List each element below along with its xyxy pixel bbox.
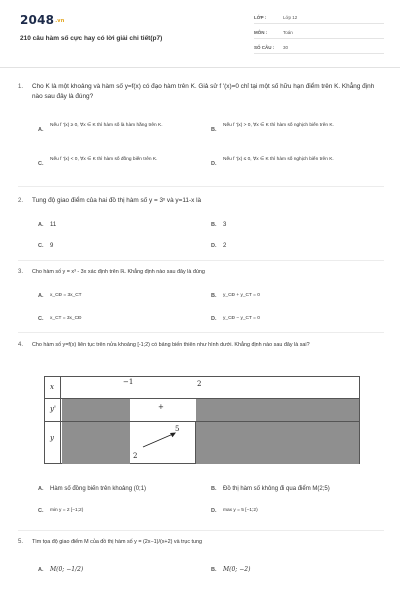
q3-option-a[interactable] xyxy=(38,292,188,301)
option-letter: D. xyxy=(211,316,217,322)
logo-text: 2048 xyxy=(20,13,55,27)
q1-option-d[interactable] xyxy=(211,156,381,176)
option-text: Nếu f '(x) < 0, ∀x ∈ K thì hàm số đồng biến trên K. xyxy=(50,157,158,162)
x-value: −1 xyxy=(123,378,134,386)
question-text: Tung độ giao điểm của hai đồ thị hàm số y = 3ˣ và y=11-x là xyxy=(32,197,202,204)
question-3 xyxy=(18,268,384,278)
option-letter: C. xyxy=(38,161,44,167)
meta-row-class xyxy=(254,13,384,24)
option-letter: A. xyxy=(38,486,44,492)
option-letter: C. xyxy=(38,243,44,249)
undefined-region xyxy=(196,422,359,464)
document-title: 210 câu hàm số cực hay có lời giải chi tiết(p7) xyxy=(20,35,163,42)
option-text: y_CĐ − y_CT = 0 xyxy=(223,316,260,321)
option-text: x_CT = 3x_CĐ xyxy=(50,316,82,321)
variation-table-row-x xyxy=(45,377,359,399)
option-letter: C. xyxy=(38,508,44,514)
variation-table xyxy=(44,376,360,464)
divider xyxy=(18,332,384,333)
option-letter: A. xyxy=(38,127,44,133)
q3-option-c[interactable] xyxy=(38,315,188,324)
option-letter: D. xyxy=(211,508,217,514)
q4-option-a[interactable] xyxy=(38,485,203,494)
option-text: M(0; −1/2) xyxy=(50,566,84,573)
row-label: x xyxy=(50,383,54,391)
option-letter: C. xyxy=(38,316,44,322)
increasing-arrow-icon xyxy=(140,428,180,450)
q2-option-b[interactable] xyxy=(211,221,361,230)
logo-domain: .vn xyxy=(55,17,65,24)
question-text: Cho K là một khoảng và hàm số y=f(x) có đạo hàm trên K. Giả sử f '(x)=0 chỉ tại một số hữu hạn điểm trên K. Khẳng định nào sau đây là đúng? xyxy=(32,83,375,100)
option-text: y_CĐ + y_CT = 0 xyxy=(223,293,260,298)
question-text: Cho hàm số y=f(x) liên tục trên nửa khoảng [-1;2) có bảng biến thiên như hình dưới. Khẳng định nào sau đây là sai? xyxy=(32,342,310,348)
option-text: Hàm số đồng biến trên khoảng (0;1) xyxy=(50,486,147,492)
option-text: Nếu f '(x) ≥ 0, ∀x ∈ K thì hàm số là hàm hằng trên K. xyxy=(50,123,163,128)
row-label: y xyxy=(50,434,54,442)
option-text: 2 xyxy=(223,243,227,249)
option-text: M(0; −2) xyxy=(223,566,251,573)
option-text: Nếu f '(x) ≤ 0, ∀x ∈ K thì hàm số nghịch biến trên K. xyxy=(223,157,334,162)
question-number: 1. xyxy=(18,84,24,90)
divider xyxy=(18,530,384,531)
option-letter: B. xyxy=(211,486,217,492)
q2-option-c[interactable] xyxy=(38,242,188,251)
question-number: 2. xyxy=(18,198,24,204)
meta-row-subject xyxy=(254,28,384,39)
option-letter: B. xyxy=(211,222,217,228)
q3-option-b[interactable] xyxy=(211,292,361,301)
option-text: max y = 5 [−1;2) xyxy=(223,508,258,513)
option-letter: D. xyxy=(211,243,217,249)
question-1 xyxy=(18,82,384,104)
variation-table-row-yprime xyxy=(45,399,359,422)
q2-option-a[interactable] xyxy=(38,221,188,230)
question-text: Tìm tọa độ giao điểm M của đồ thị hàm số y = (2x−1)/(x+2) và trục tung xyxy=(32,539,203,545)
row-label: y' xyxy=(50,405,56,413)
meta-row-count xyxy=(254,43,384,54)
question-number: 4. xyxy=(18,342,24,348)
undefined-region xyxy=(62,399,130,421)
question-text: Cho hàm số y = x³ - 3x xác định trên ℝ. Khẳng định nào sau đây là đúng xyxy=(32,269,205,275)
q4-option-d[interactable] xyxy=(211,507,361,519)
meta-label: SỐ CÂU : xyxy=(254,45,275,50)
q3-option-d[interactable] xyxy=(211,315,361,324)
meta-label: LỚP : xyxy=(254,15,267,20)
x-value: 2 xyxy=(197,380,202,388)
option-text: Đồ thị hàm số không đi qua điểm M(2;5) xyxy=(223,486,330,492)
question-4 xyxy=(18,341,384,361)
meta-value: 30 xyxy=(283,45,289,50)
option-text: 11 xyxy=(50,222,57,228)
y-min-value: 2 xyxy=(133,452,138,460)
option-text: 9 xyxy=(50,243,54,249)
option-letter: A. xyxy=(38,567,44,573)
question-2 xyxy=(18,196,384,206)
document-header xyxy=(0,0,400,68)
q2-option-d[interactable] xyxy=(211,242,361,251)
site-logo[interactable] xyxy=(20,13,65,27)
meta-label: MÔN : xyxy=(254,30,268,35)
option-letter: A. xyxy=(38,293,44,299)
question-5 xyxy=(18,538,384,548)
option-letter: B. xyxy=(211,567,217,573)
undefined-region xyxy=(62,422,130,464)
question-number: 3. xyxy=(18,269,24,275)
q4-option-b[interactable] xyxy=(211,485,381,494)
option-text: min y = 2 [−1;2) xyxy=(50,508,84,513)
q1-option-a[interactable] xyxy=(38,122,198,142)
divider xyxy=(18,260,384,261)
table-divider xyxy=(195,422,196,464)
option-letter: A. xyxy=(38,222,44,228)
question-number: 5. xyxy=(18,539,24,545)
variation-table-row-y xyxy=(45,422,359,464)
y-max-value: 5 xyxy=(175,425,180,433)
option-letter: B. xyxy=(211,293,217,299)
divider xyxy=(18,186,384,187)
option-text: x_CĐ = 3x_CT xyxy=(50,293,82,298)
q1-option-b[interactable] xyxy=(211,122,381,142)
q1-option-c[interactable] xyxy=(38,156,198,176)
option-letter: B. xyxy=(211,127,217,133)
derivative-sign: + xyxy=(158,403,164,411)
q4-option-c[interactable] xyxy=(38,507,188,519)
meta-value: Lớp 12 xyxy=(283,15,298,20)
q5-option-b[interactable] xyxy=(211,566,361,576)
option-letter: D. xyxy=(211,161,217,167)
q5-option-a[interactable] xyxy=(38,566,188,576)
meta-value: Toán xyxy=(283,30,293,35)
undefined-region xyxy=(196,399,359,421)
option-text: 3 xyxy=(223,222,227,228)
option-text: Nếu f '(x) > 0, ∀x ∈ K thì hàm số nghịch biến trên K. xyxy=(223,123,334,128)
